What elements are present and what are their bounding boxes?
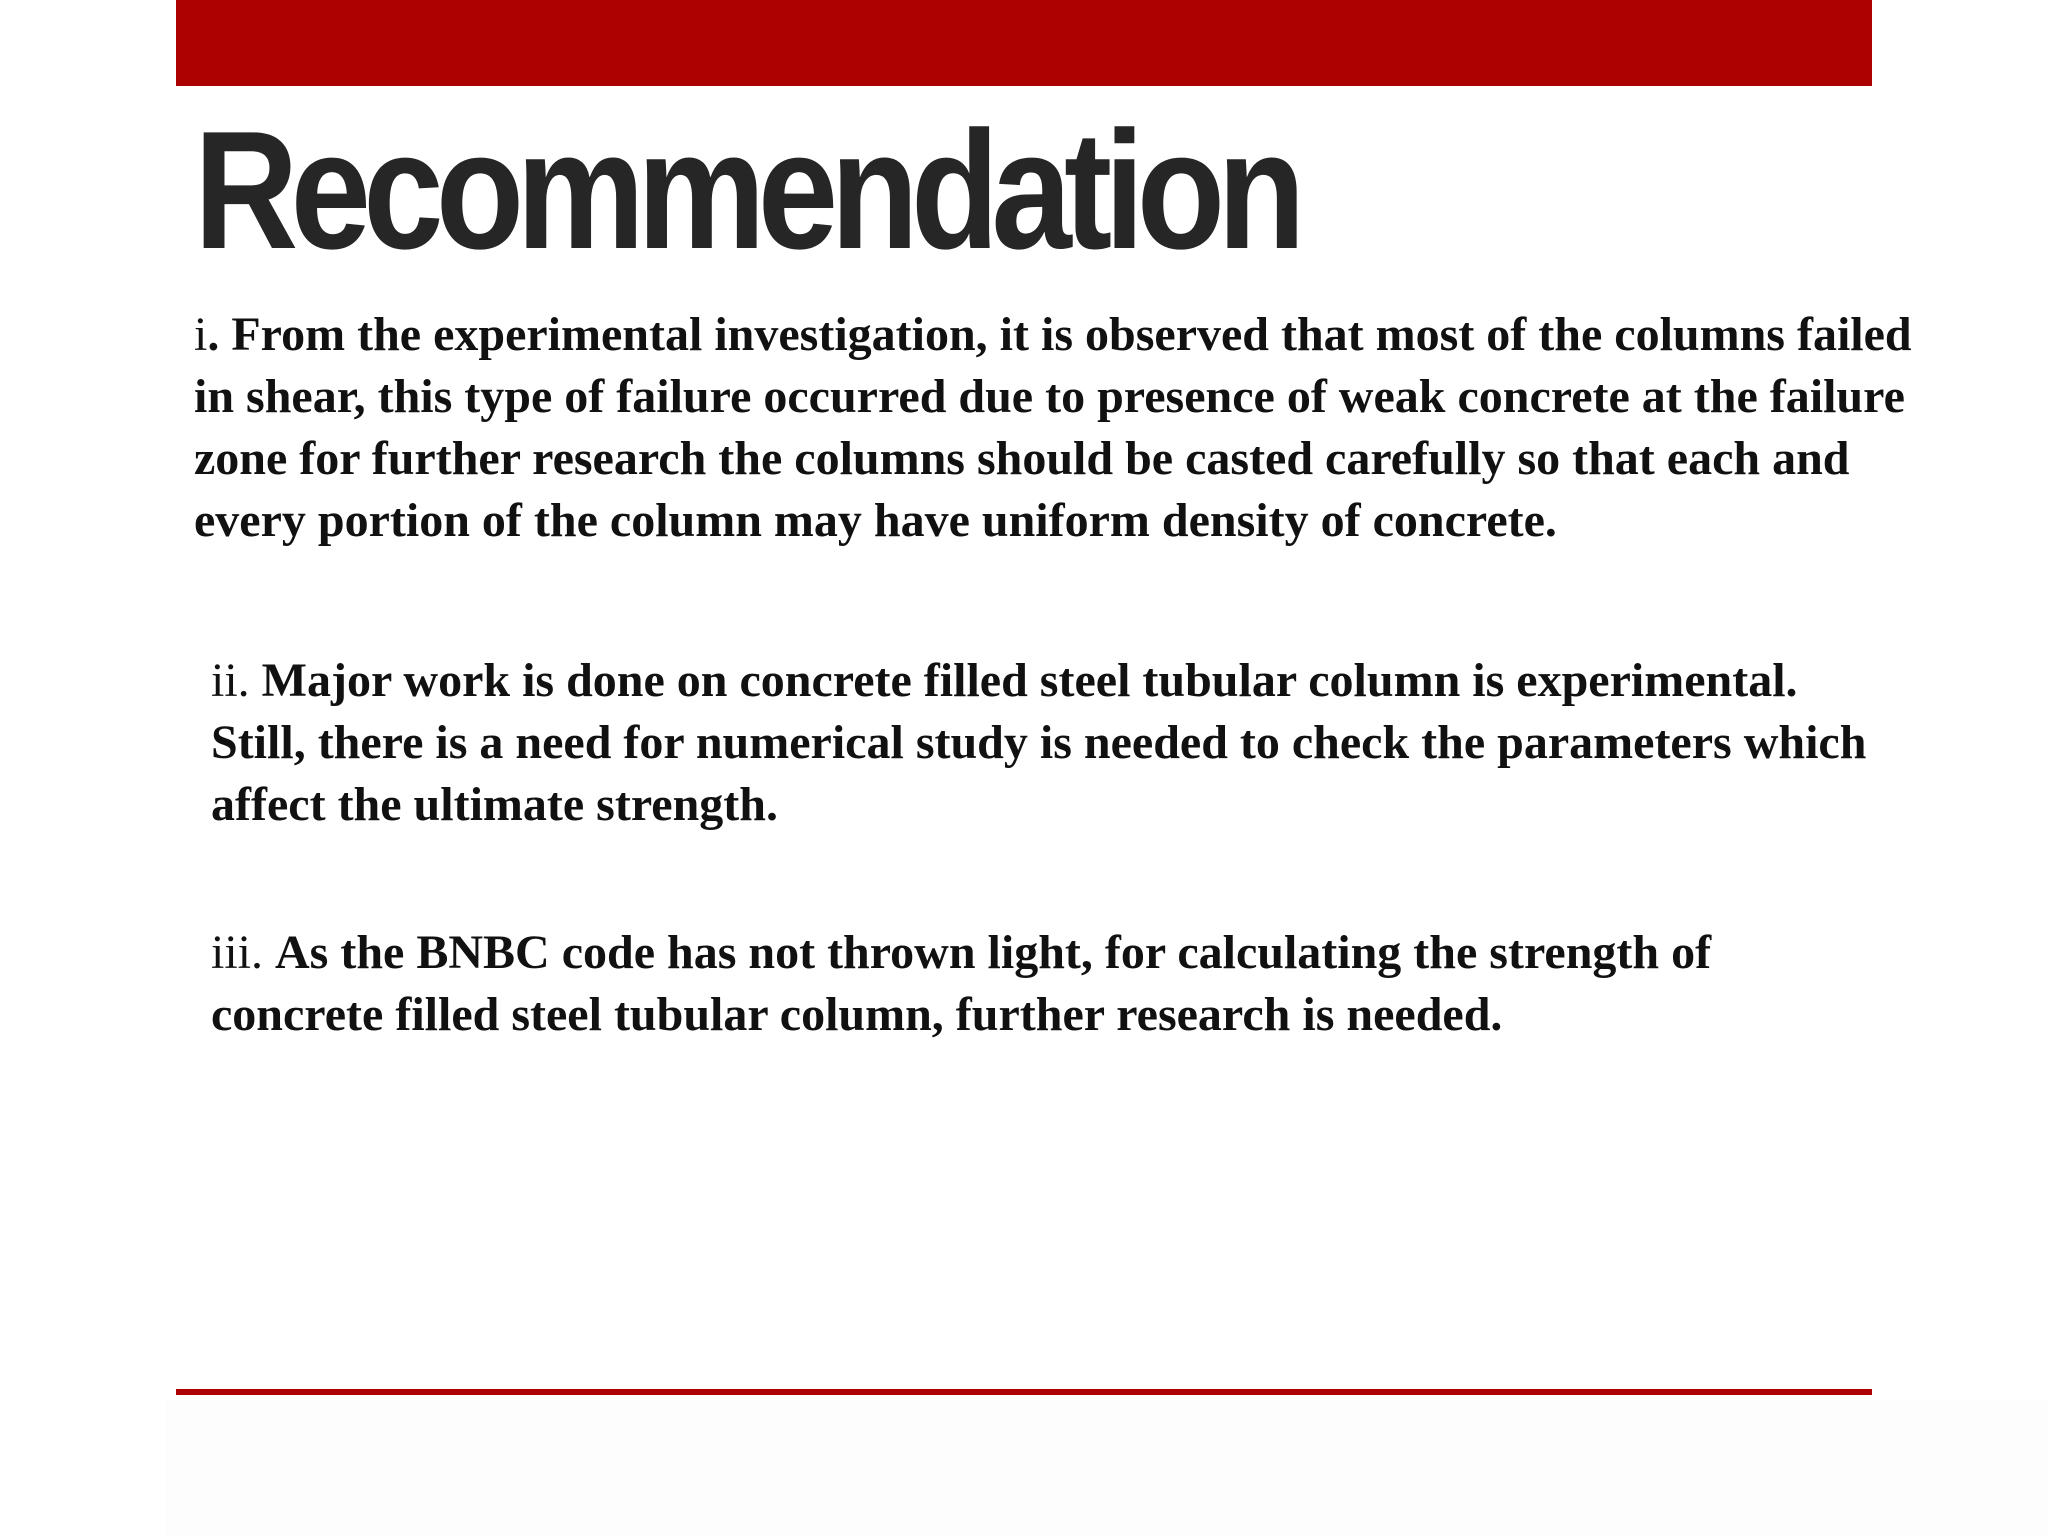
slide-title: Recommendation (194, 96, 1298, 284)
bottom-accent-rule (176, 1389, 1872, 1395)
item-number: iii. (211, 926, 276, 979)
recommendation-item-2 (211, 650, 1871, 836)
item-text: As the BNBC code has not thrown light, for calculating the strength of concrete filled steel tubular column, further research is needed. (211, 926, 1712, 1041)
recommendation-item-1 (194, 304, 1954, 552)
item-number: ii. (211, 654, 262, 707)
top-accent-bar (176, 0, 1872, 86)
item-text: . From the experimental investigation, it is observed that most of the columns failed in shear, this type of failure occurred due to presence of weak concrete at the failure zone for further research the columns should be casted carefully so that each and every portion of the column may have uniform density of concrete. (194, 308, 1912, 547)
recommendation-item-3 (211, 922, 1871, 1046)
item-number: i (194, 308, 208, 361)
item-text: Major work is done on concrete filled steel tubular column is experimental. Still, there is a need for numerical study is needed to check the parameters which affect the ultimate strength. (211, 654, 1867, 831)
footer-area (165, 1400, 2048, 1536)
